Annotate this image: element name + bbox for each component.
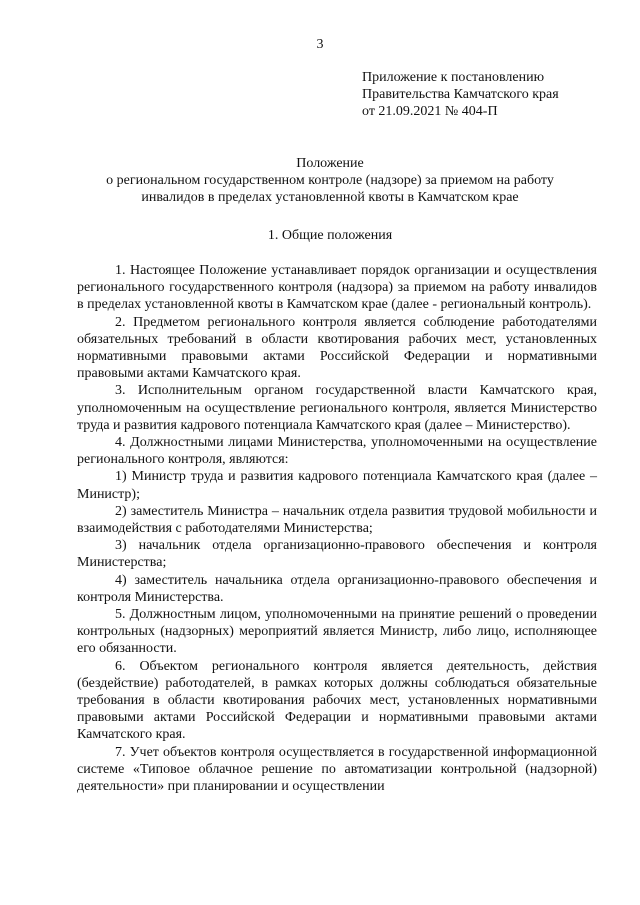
paragraph: 3) начальник отдела организационно-правового обеспечения и контроля Министерства; [77,538,597,571]
paragraph: 7. Учет объектов контроля осуществляется в государственной информационной системе «Типовое облачное решение по автоматизации контрольной (надзорной) деятельности» при планировании и осуществлении [77,744,597,795]
document-body [77,262,597,795]
paragraph: 1. Настоящее Положение устанавливает порядок организации и осуществления регионального государственного контроля (надзора) за приемом на работу инвалидов в пределах установленной квоты в Камчатском крае (далее - региональный контроль). [77,263,597,313]
title-line: о региональном государственном контроле (надзоре) за приемом на работу [106,173,554,189]
title-line: инвалидов в пределах установленной квоты в Камчатском крае [141,190,519,206]
section-heading: 1. Общие положения [267,228,393,243]
document-title [60,155,600,207]
appendix-line: от 21.09.2021 № 404-П [362,104,498,120]
paragraph: 5. Должностным лицом, уполномоченными на принятие решений о проведении контрольных (надзорных) мероприятий является Министр, либо лицо, исполняющее его обязанности. [77,607,597,657]
paragraph: 3. Исполнительным органом государственной власти Камчатского края, уполномоченным на осуществление регионального контроля, является Министерство труда и развития кадрового потенциала Камчатского края (далее – Министерство). [77,383,597,433]
paragraph: 2) заместитель Министра – начальник отдела развития трудовой мобильности и взаимодействия с работодателями Министерства; [77,503,597,537]
appendix-line: Приложение к постановлению [362,70,545,85]
title-line: Положение [296,156,364,171]
appendix-block [362,69,622,121]
paragraph: 1) Министр труда и развития кадрового потенциала Камчатского края (далее – Министр); [77,469,597,502]
page-number: 3 [316,37,324,52]
appendix-line: Правительства Камчатского края [362,87,559,103]
paragraph: 2. Предметом регионального контроля является соблюдение работодателями обязательных требований в области квотирования рабочих мест, установленных нормативными правовыми актами Российской Федерации и нормативными правовыми актами Камчатского края. [77,314,597,382]
paragraph: 6. Объектом регионального контроля является деятельность, действия (бездействие) работодателей, в рамках которых должны соблюдаться обязательные требования в области квотирования рабочих мест, установленных нормативными правовыми актами Российской Федерации и нормативными правовыми актами Камчатского края. [77,658,597,743]
paragraph: 4. Должностными лицами Министерства, уполномоченными на осуществление регионального контроля, являются: [77,435,597,468]
paragraph: 4) заместитель начальника отдела организационно-правового обеспечения и контроля Министерства. [77,572,597,605]
